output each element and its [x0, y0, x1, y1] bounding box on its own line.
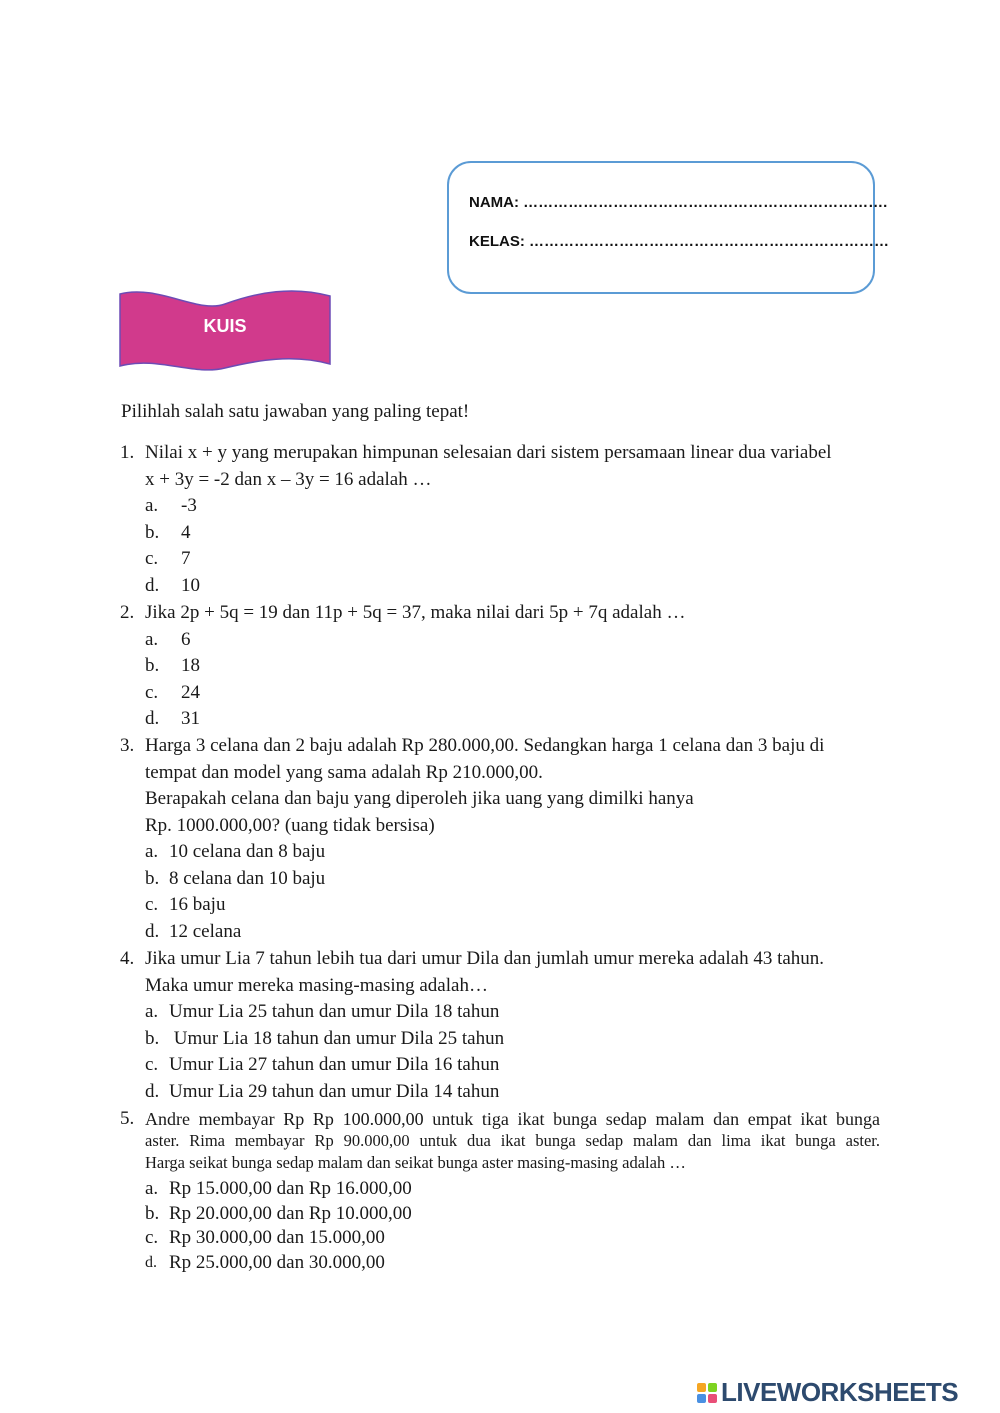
answer-option[interactable]: [145, 919, 880, 946]
answer-option[interactable]: [145, 839, 880, 866]
question-5: [120, 1108, 880, 1275]
question-text: Nilai x + y yang merupakan himpunan selesaian dari sistem persamaan linear dua variabel: [145, 442, 832, 463]
logo-cell: [697, 1383, 706, 1392]
option-label: c.: [145, 1054, 159, 1075]
question-number: 5.: [120, 1108, 135, 1129]
answer-option[interactable]: [145, 493, 880, 520]
instruction-text: Pilihlah salah satu jawaban yang paling tepat!: [121, 401, 470, 422]
answer-option[interactable]: [145, 520, 880, 547]
option-label: a.: [145, 628, 159, 650]
option-label: d.: [145, 1253, 157, 1271]
answer-option[interactable]: [145, 1052, 880, 1079]
question-text: Jika umur Lia 7 tahun lebih tua dari umur Dila dan jumlah umur mereka adalah 43 tahun.: [145, 948, 825, 969]
option-text: 16 baju: [169, 894, 226, 915]
option-label: b.: [145, 1027, 160, 1049]
kuis-banner: [118, 290, 332, 372]
question-text: Maka umur mereka masing-masing adalah…: [145, 974, 488, 996]
option-text: 24: [181, 681, 200, 703]
logo-cell: [708, 1383, 717, 1392]
logo-cell: [697, 1394, 706, 1403]
answer-option[interactable]: [145, 999, 880, 1026]
option-text: 18: [181, 655, 200, 676]
logo-mark-icon: [697, 1383, 717, 1403]
option-label: d.: [145, 574, 160, 596]
option-text: Rp 15.000,00 dan Rp 16.000,00: [169, 1178, 412, 1199]
option-label: c.: [145, 681, 159, 703]
answer-option[interactable]: [145, 653, 880, 680]
question-text: Andre membayar Rp Rp 100.000,00 untuk tiga ikat bunga sedap malam dan empat ikat bunga: [145, 1109, 880, 1129]
answer-option[interactable]: [145, 1177, 880, 1202]
option-text: Rp 25.000,00 dan 30.000,00: [169, 1251, 385, 1273]
option-label: b.: [145, 521, 160, 543]
option-label: a.: [145, 495, 159, 516]
question-1: [120, 440, 880, 599]
question-2: [120, 600, 880, 733]
option-text: Umur Lia 27 tahun dan umur Dila 16 tahun: [169, 1054, 500, 1075]
answer-option[interactable]: [145, 1079, 880, 1106]
question-text: aster. Rima membayar Rp 90.000,00 untuk dua ikat bunga sedap malam dan lima ikat bunga aster.: [145, 1131, 880, 1150]
option-text: 31: [181, 708, 200, 729]
answer-option[interactable]: [145, 680, 880, 707]
option-label: b.: [145, 867, 160, 889]
answer-option[interactable]: [145, 573, 880, 600]
answer-option[interactable]: [145, 892, 880, 919]
option-text: 10: [181, 574, 200, 596]
option-label: b.: [145, 1202, 160, 1224]
option-text: Rp 30.000,00 dan 15.000,00: [169, 1227, 385, 1248]
option-text: 8 celana dan 10 baju: [169, 867, 326, 889]
answer-option[interactable]: [145, 866, 880, 893]
question-number: 3.: [120, 735, 135, 756]
option-label: c.: [145, 1227, 159, 1248]
liveworksheets-logo[interactable]: [697, 1377, 958, 1408]
question-text: Jika 2p + 5q = 19 dan 11p + 5q = 37, maka nilai dari 5p + 7q adalah …: [145, 602, 686, 623]
question-text: Berapakah celana dan baju yang diperoleh jika uang yang dimilki hanya: [145, 788, 694, 809]
nama-field[interactable]: NAMA: ……………………………………………………………….: [469, 194, 888, 211]
option-text: Umur Lia 29 tahun dan umur Dila 14 tahun: [169, 1080, 500, 1102]
option-text: 4: [181, 521, 191, 543]
question-text: x + 3y = -2 dan x – 3y = 16 adalah …: [145, 468, 432, 490]
option-label: b.: [145, 655, 160, 676]
option-text: 12 celana: [169, 920, 242, 942]
option-label: c.: [145, 548, 159, 569]
question-text: Harga 3 celana dan 2 baju adalah Rp 280.000,00. Sedangkan harga 1 celana dan 3 baju di: [145, 735, 825, 756]
brand-name: LIVEWORKSHEETS: [721, 1377, 959, 1407]
option-label: d.: [145, 708, 160, 729]
option-text: Umur Lia 25 tahun dan umur Dila 18 tahun: [169, 1001, 500, 1022]
logo-cell: [708, 1394, 717, 1403]
question-number: 4.: [120, 948, 135, 969]
kuis-title: KUIS: [203, 316, 247, 336]
question-text: Harga seikat bunga sedap malam dan seikat bunga aster masing-masing adalah …: [145, 1153, 686, 1172]
option-text: 6: [181, 628, 191, 650]
question-number: 2.: [120, 602, 135, 623]
question-text: tempat dan model yang sama adalah Rp 210.000,00.: [145, 761, 543, 783]
option-text: -3: [181, 495, 197, 516]
answer-option[interactable]: [145, 546, 880, 573]
student-info-box: [447, 161, 889, 294]
option-text: 7: [181, 548, 191, 569]
question-number: 1.: [120, 442, 135, 463]
answer-option[interactable]: [145, 1202, 880, 1227]
answer-option[interactable]: [145, 1251, 880, 1276]
option-text: 10 celana dan 8 baju: [169, 841, 326, 862]
option-label: a.: [145, 1001, 159, 1022]
question-text: Rp. 1000.000,00? (uang tidak bersisa): [145, 814, 435, 836]
option-label: c.: [145, 894, 159, 915]
question-3: [120, 733, 880, 945]
option-label: d.: [145, 1080, 160, 1102]
option-label: a.: [145, 841, 159, 862]
option-text: Rp 20.000,00 dan Rp 10.000,00: [169, 1202, 412, 1224]
answer-option[interactable]: [145, 1026, 880, 1053]
option-label: d.: [145, 920, 160, 942]
answer-option[interactable]: [145, 1226, 880, 1251]
answer-option[interactable]: [145, 706, 880, 733]
kelas-field[interactable]: KELAS: ………………………………………………………………: [469, 233, 889, 250]
question-4: [120, 946, 880, 1105]
answer-option[interactable]: [145, 627, 880, 654]
option-text: Umur Lia 18 tahun dan umur Dila 25 tahun: [169, 1027, 505, 1049]
option-label: a.: [145, 1178, 159, 1199]
